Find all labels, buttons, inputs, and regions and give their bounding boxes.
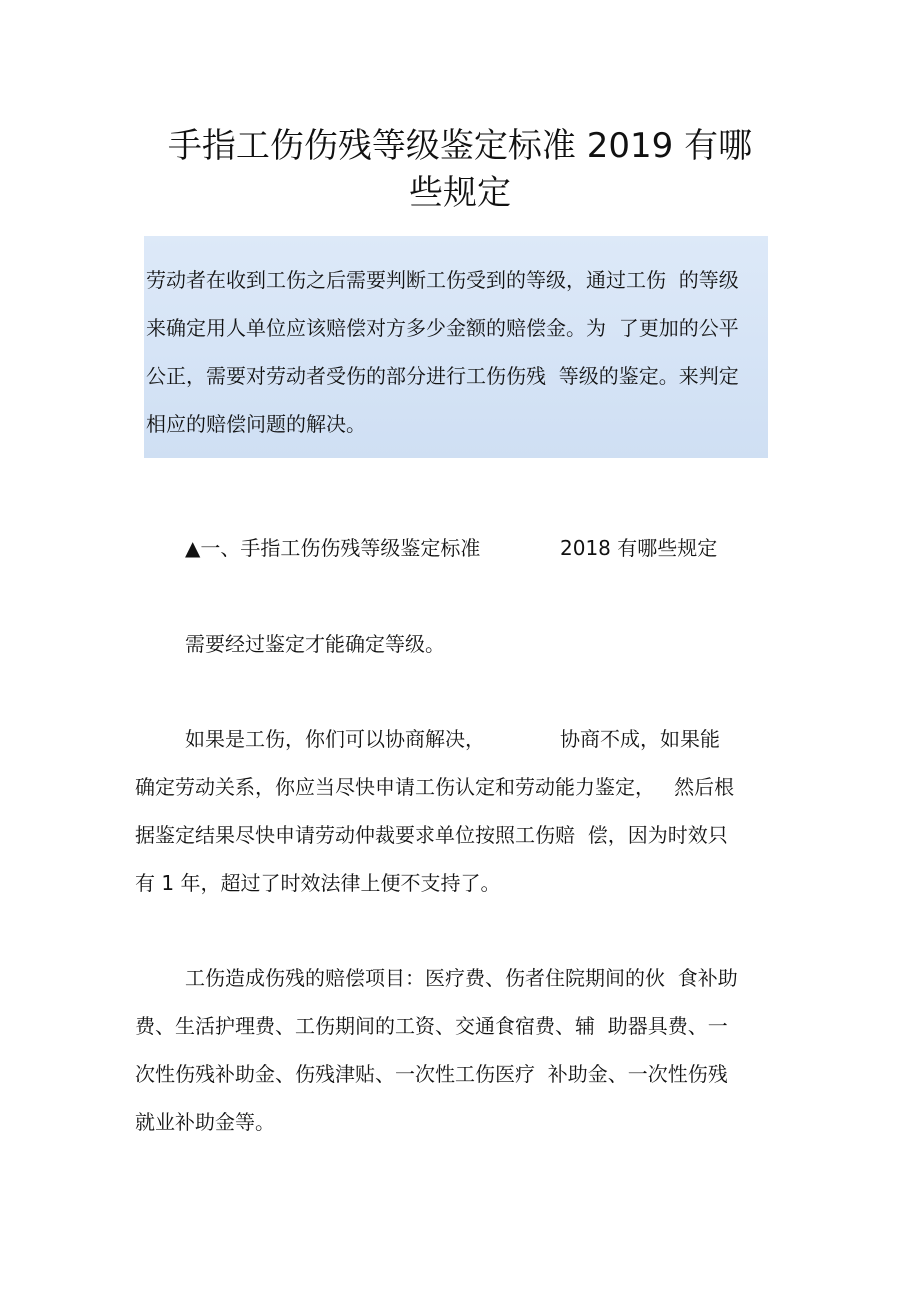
summary-line-4: 相应的赔偿问题的解决。 — [146, 412, 366, 436]
paragraph-2-line-4: 有 1 年，超过了时效法律上便不支持了。 — [135, 871, 501, 895]
summary-line-2: 来确定用人单位应该赔偿对方多少金额的赔偿金。为 了更加的公平 — [146, 316, 739, 340]
paragraph-3-line-2: 费、生活护理费、工伤期间的工资、交通食宿费、辅 助器具费、一 — [135, 1014, 728, 1038]
document-title-line-1: 手指工伤伤残等级鉴定标准 2019 有哪 — [167, 126, 753, 166]
paragraph-3-line-1: 工伤造成伤残的赔偿项目：医疗费、伤者住院期间的伙 食补助 — [185, 966, 738, 990]
paragraph-3-line-4: 就业补助金等。 — [135, 1110, 275, 1134]
paragraph-3-line-3: 次性伤残补助金、伤残津贴、一次性工伤医疗 补助金、一次性伤残 — [135, 1062, 728, 1086]
paragraph-1-line-1: 需要经过鉴定才能确定等级。 — [185, 632, 445, 656]
document-title-line-2: 些规定 — [409, 173, 511, 213]
summary-line-3: 公正，需要对劳动者受伤的部分进行工伤伤残 等级的鉴定。来判定 — [146, 364, 739, 388]
summary-line-1: 劳动者在收到工伤之后需要判断工伤受到的等级，通过工伤 的等级 — [146, 268, 739, 292]
paragraph-2-line-2: 确定劳动关系，你应当尽快申请工伤认定和劳动能力鉴定， 然后根 — [135, 775, 735, 799]
paragraph-2-line-1a: 如果是工伤，你们可以协商解决， — [185, 727, 485, 751]
section-1-heading-year: 2018 有哪些规定 — [560, 536, 718, 560]
section-1-heading: ▲一、手指工伤伤残等级鉴定标准 — [185, 536, 481, 560]
paragraph-2-line-1b: 协商不成，如果能 — [560, 727, 720, 751]
paragraph-2-line-3: 据鉴定结果尽快申请劳动仲裁要求单位按照工伤赔 偿，因为时效只 — [135, 823, 728, 847]
